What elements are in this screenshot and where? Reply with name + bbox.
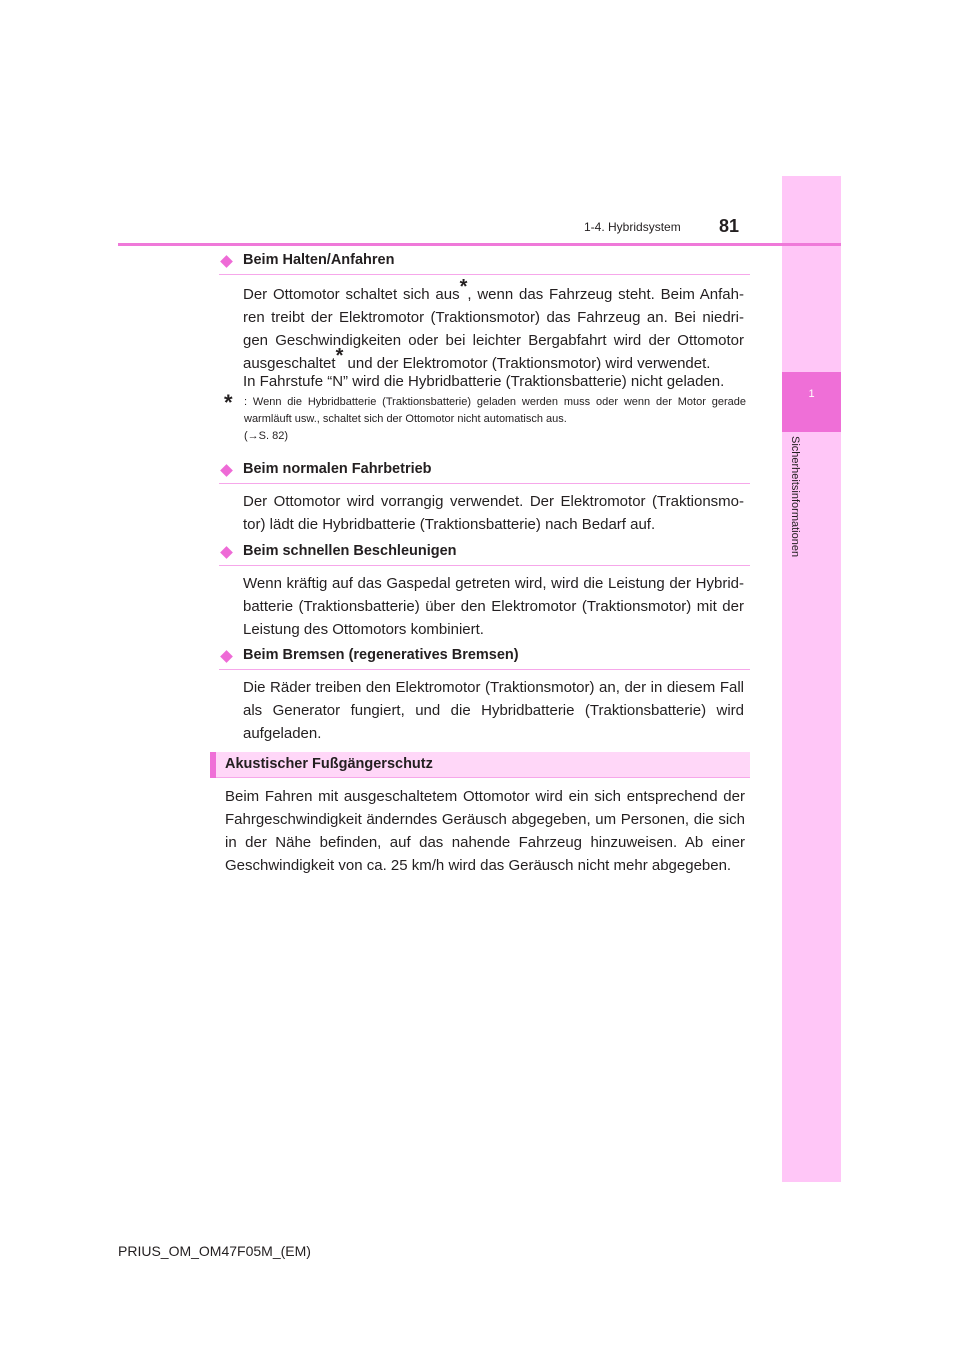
paragraph-part: , wenn das Fahrzeug steht. Beim Anfah-ren treibt der Elektromotor (Traktionsmotor) das Fahrzeug an. Bei niedri-gen Geschwindigkeiten oder bei leichter Bergabfahrt wird der Ottomotor ausgeschaltet <box>243 286 744 372</box>
diamond-bullet-icon <box>220 546 233 559</box>
section-heading-text: Akustischer Fußgängerschutz <box>225 756 433 772</box>
page-number: 81 <box>719 216 740 236</box>
footnote-star-icon: * <box>224 390 233 415</box>
footnote-text: : Wenn die Hybridbatterie (Traktionsbatterie) geladen werden muss oder wenn der Motor gerade warmläuft usw., schaltet sich der Ottomotor nicht automatisch aus. <box>244 396 746 425</box>
paragraph-normal: Der Ottomotor wird vorrangig verwendet. Der Elektromotor (Traktionsmo-tor) lädt die Hybridbatterie (Traktionsbatterie) nach Bedarf auf. <box>243 493 744 533</box>
section-heading-normal <box>219 461 750 484</box>
diamond-bullet-icon <box>220 650 233 663</box>
footnote-star-icon: * <box>335 345 344 367</box>
chapter-title: Sicherheitsinformationen <box>789 436 801 558</box>
side-tab-active[interactable] <box>782 372 841 432</box>
paragraph-bremsen: Die Räder treiben den Elektromotor (Traktionsmotor) an, der in diesem Fall als Generator fungiert, und die Hybridbatterie (Traktionsbatterie) wird aufgeladen. <box>243 679 744 742</box>
paragraph-beschleunigen: Wenn kräftig auf das Gaspedal getreten wird, wird die Leistung der Hybrid-batterie (Traktionsbatterie) über den Elektromotor (Traktionsmotor) mit der Leistung des Ottomotors kombiniert. <box>243 575 744 638</box>
paragraph-part: und der Elektromotor (Traktionsmotor) wird verwendet. <box>343 355 711 372</box>
heading-accent-bar <box>210 752 216 778</box>
section-heading-text: Beim Halten/Anfahren <box>243 252 395 268</box>
section-heading-text: Beim schnellen Beschleunigen <box>243 543 457 559</box>
paragraph-fahrstufe: In Fahrstufe “N” wird die Hybridbatterie (Traktionsbatterie) nicht geladen. <box>243 373 725 390</box>
section-heading-halten <box>219 252 750 275</box>
header-rule <box>118 243 841 246</box>
section-heading-text: Beim normalen Fahrbetrieb <box>243 461 432 477</box>
header-section: 1-4. Hybridsystem <box>584 220 681 234</box>
section-heading-text: Beim Bremsen (regeneratives Bremsen) <box>243 647 519 663</box>
footnote-star-icon: * <box>459 276 468 298</box>
diamond-bullet-icon <box>220 255 233 268</box>
paragraph-fussgaengerschutz: Beim Fahren mit ausgeschaltetem Ottomotor wird ein sich entsprechend der Fahrgeschwindigkeit änderndes Geräusch abgegeben, um Personen, die sich in der Nähe befinden, auf das nahende Fahrzeug hinzuweisen. Ab einer Geschwindigkeit von ca. 25 km/h wird das Geräusch nicht mehr abgegeben. <box>225 788 745 874</box>
side-tab <box>782 176 841 1182</box>
chapter-number: 1 <box>808 388 815 400</box>
footnote-page-link[interactable]: (→S. 82) <box>244 430 289 442</box>
footer-document-code: PRIUS_OM_OM47F05M_(EM) <box>118 1243 311 1259</box>
section-heading-fussgaengerschutz <box>210 752 750 778</box>
paragraph-part: Der Ottomotor schaltet sich aus <box>243 286 460 303</box>
diamond-bullet-icon <box>220 464 233 477</box>
paragraph-halten <box>243 276 744 375</box>
section-heading-bremsen <box>219 647 750 670</box>
section-heading-beschleunigen <box>219 543 750 566</box>
